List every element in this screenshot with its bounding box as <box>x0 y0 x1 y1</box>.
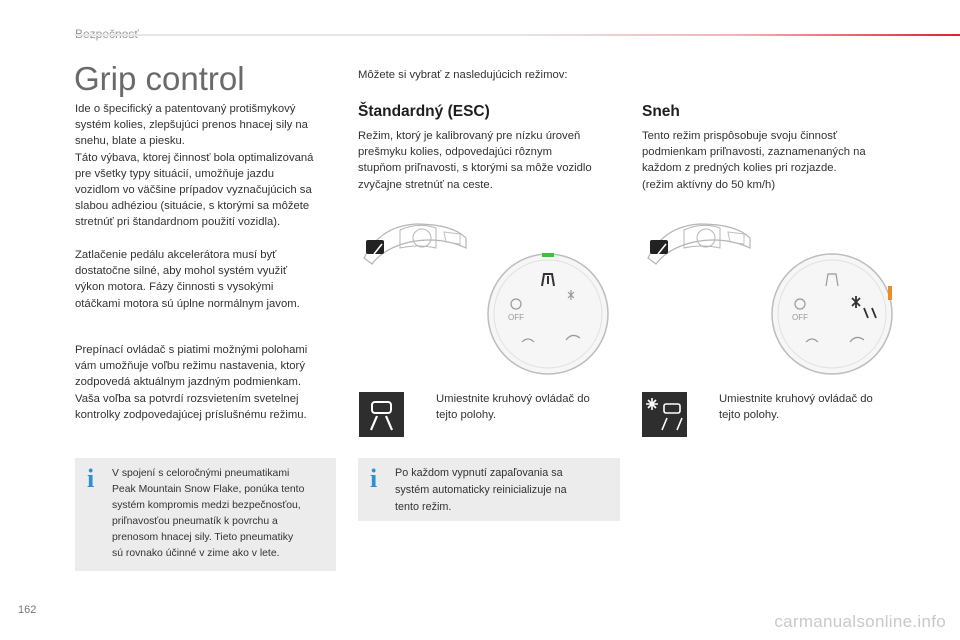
tyre-info-box <box>75 458 336 571</box>
knob-off-label: OFF <box>792 313 808 322</box>
snow-text: Tento režim prispôsobuje svoju činnosť podmienkam priľnavosti, zaznamenaných na každom z predných kolies pri rozjazde. (režim aktívny do 50 km/h) <box>642 130 866 191</box>
standard-instruction: Umiestnite kruhový ovládač do tejto polohy. <box>436 393 590 422</box>
page-number: 162 <box>18 604 37 616</box>
modes-intro: Môžete si vybrať z nasledujúcich režimov: <box>358 69 568 81</box>
accelerator-paragraph: Zatlačenie pedálu akcelerátora musí byť dostatočne silné, aby mohol systém využiť výkon motora. Fázy činnosti s vysokými otáčkami motora sú úplne normálnym javom. <box>75 249 300 310</box>
snow-heading: Sneh <box>642 103 680 120</box>
selector-paragraph: Prepínací ovládač s piatimi možnými polohami vám umožňuje voľbu režimu nastavenia, ktorý zodpovedá aktuálnym jazdným podmienkam. Vaša voľba sa potvrdí rozsvietením svetelnej kontrolky zodpovedajúcej príslušnému režimu. <box>75 344 308 421</box>
mode-selector-knob-standard <box>486 252 610 376</box>
tyre-info-text: V spojení s celoročnými pneumatikami Peak Mountain Snow Flake, ponúka tento systém kompromis medzi bezpečnosťou, priľnavosťou pneumatík k povrchu a prenosom hnacej sily. Tieto pneumatiky sú rovnako účinné v zime ako v lete. <box>112 468 305 559</box>
page-title: Grip control <box>74 60 245 97</box>
dashboard-illustration <box>644 218 754 268</box>
mode-selector-knob-snow <box>770 252 894 376</box>
reset-info-box <box>358 458 620 521</box>
header-divider <box>75 34 960 36</box>
dashboard-illustration <box>360 218 470 268</box>
standard-heading: Štandardný (ESC) <box>358 103 490 120</box>
info-icon: i <box>87 464 95 493</box>
road-mode-icon <box>359 392 404 437</box>
knob-off-label: OFF <box>508 313 524 322</box>
watermark: carmanualsonline.info <box>774 612 946 631</box>
info-icon: i <box>370 464 378 493</box>
snow-instruction: Umiestnite kruhový ovládač do tejto polohy. <box>719 393 873 422</box>
intro-paragraph: Ide o špecifický a patentovaný protišmykový systém kolies, zlepšujúci prenos hnacej sily na snehu, blate a piesku. Táto výbava, ktorej činnosť bola optimalizovaná pre všetky typy situácií, umožňuje jazdu vozidlom vo väčšine prípadov vyznačujúcich sa slabou adhéziou (situácie, s ktorými sa môžete stretnúť pri štandardnom použití vozidla). <box>75 103 314 229</box>
standard-text: Režim, ktorý je kalibrovaný pre nízku úroveň prešmyku kolies, odpovedajúci rôznym stupňom priľnavosti, s ktorými sa môže vozidlo zvyčajne stretnúť na ceste. <box>358 130 592 191</box>
snow-mode-icon <box>642 392 687 437</box>
reset-info-text: Po každom vypnutí zapaľovania sa systém automaticky reinicializuje na tento režim. <box>395 467 567 513</box>
